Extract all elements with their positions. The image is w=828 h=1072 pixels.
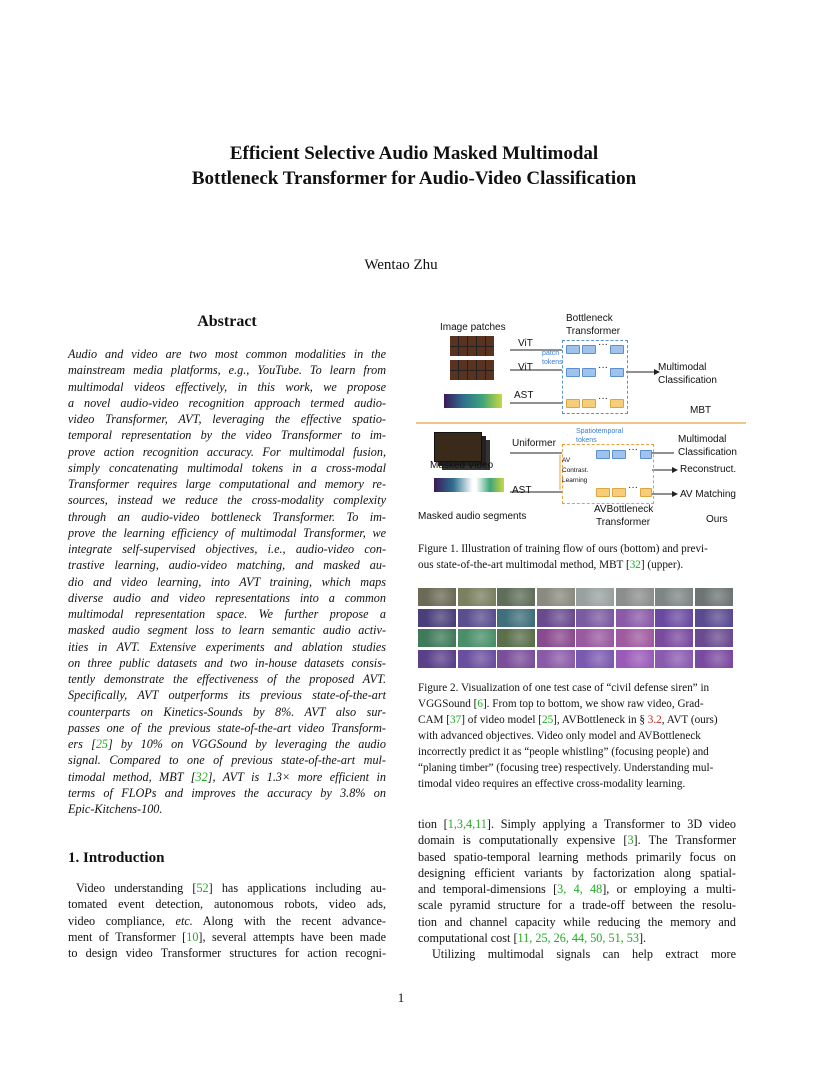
visualization-frame [497, 588, 535, 606]
visualization-frame [418, 650, 456, 668]
visualization-frame [695, 650, 733, 668]
label-patch: patch [542, 350, 560, 357]
label-vit: ViT [518, 338, 533, 349]
caption-line: Figure 2. Visualization of one test case of “civil defense siren” in [418, 682, 710, 694]
visualization-frame [537, 609, 575, 627]
figure-1 [416, 310, 746, 534]
visualization-frame [537, 650, 575, 668]
visualization-frame [695, 609, 733, 627]
abstract-line: ers [25] by 10% on VGGSound by leveraging the audio [68, 737, 387, 751]
label-st-tokens: tokens [576, 437, 597, 444]
citation-link[interactable]: 32 [629, 559, 641, 571]
label-multimodal: Multimodal [678, 434, 727, 445]
label-ast: AST [514, 390, 534, 401]
abstract-line: masked audio segment loss to learn semantic audio activ- [68, 623, 386, 638]
abstract-line: simply concatenating multimodal tokens in a cross-modal [68, 460, 386, 475]
label-uniformer: Uniformer [512, 438, 556, 449]
visualization-frame [695, 629, 733, 647]
label-av: AV [562, 457, 571, 464]
spectrogram-image [444, 394, 502, 408]
visualization-frame [418, 629, 456, 647]
visualization-frame [537, 629, 575, 647]
label-classification: Classification [658, 375, 717, 386]
abstract-line: a novel audio-video recognition approach termed audio- [68, 395, 386, 410]
token-block [582, 399, 596, 408]
visualization-frame [576, 609, 614, 627]
body-line: tion and channel capacity while reducing the memory and [418, 914, 736, 929]
visualization-frame [497, 650, 535, 668]
label-reconstruct: Reconstruct. [680, 464, 737, 475]
abstract-line: video Transformer, AVT, leveraging the effective spatio- [68, 412, 386, 426]
token-block [566, 345, 580, 354]
body-line: computational cost [11, 25, 26, 44, 50, 51, 53]. [418, 930, 647, 945]
ellipsis: ··· [598, 393, 608, 404]
token-block [582, 368, 596, 377]
label-avb-transformer: Transformer [596, 517, 651, 528]
token-block [596, 450, 610, 459]
token-block [610, 399, 624, 408]
citation-link[interactable]: 37 [450, 714, 462, 726]
visualization-frame [616, 629, 654, 647]
visualization-frame [537, 588, 575, 606]
token-block [582, 345, 596, 354]
abstract-line: Audio and video are two most common modalities in the [68, 347, 386, 361]
intro-line: tomated event detection, autonomous robots, video ads, [68, 897, 386, 912]
token-block [566, 399, 580, 408]
label-tokens: tokens [542, 359, 563, 366]
abstract-line: prove action recognition accuracy. For multimodal fusion, [68, 444, 386, 459]
visualization-frame [497, 629, 535, 647]
label-spatiotemporal: Spatiotemporal [576, 428, 624, 435]
title-line: Bottleneck Transformer for Audio-Video Classification [191, 168, 637, 189]
body-line: Utilizing multimodal signals can help extract more [432, 947, 736, 961]
caption-line: incorrectly predict it as “people whistling” (focusing people) and [418, 746, 709, 758]
abstract-line: Epic-Kitchens-100. [68, 802, 163, 816]
abstract-line: prove the learning efficiency of multimodal Transformer, we [68, 525, 386, 540]
abstract-line: integrate self-supervised objectives, i.e., audio-video con- [68, 542, 386, 556]
label-mbt: MBT [690, 405, 712, 416]
visualization-frame [576, 629, 614, 647]
abstract-line: Specifically, AVT outperforms its previous state-of-the-art [68, 688, 386, 703]
label-contrast: Contrast. [562, 467, 589, 474]
abstract-heading: Abstract [197, 313, 257, 330]
citation-link[interactable]: 11, 25, 26, 44, 50, 51, 53 [517, 930, 639, 945]
page-number: 1 [397, 990, 405, 1005]
abstract-line: sources, instead we reduce the cross-modality complexity [68, 493, 386, 508]
citation-link[interactable]: 32 [195, 769, 208, 784]
abstract-line: dio and video learning, into AVT training, which maps [68, 574, 386, 589]
label-bottleneck: Bottleneck [566, 313, 613, 324]
body-line: based spatio-temporal learning methods primarily focus on [418, 849, 736, 864]
abstract-line: terms of FLOPs and improves the accuracy by 3.8% on [68, 785, 386, 800]
label-learning: Learning [562, 477, 588, 484]
abstract-line: Transformer requires large computational and memory re- [68, 477, 386, 491]
visualization-frame [418, 588, 456, 606]
image-patches-grid [450, 336, 494, 356]
visualization-frame [576, 588, 614, 606]
masked-spectrogram [434, 478, 504, 492]
citation-link[interactable]: 52 [196, 881, 209, 895]
body-line: domain is computationally expensive [3]. The Transformer [418, 833, 736, 848]
label-masked-video: Masked Video [430, 460, 494, 471]
visualization-frame [458, 609, 496, 627]
visualization-frame [576, 650, 614, 668]
caption-line: Figure 1. Illustration of training flow of ours (bottom) and previ- [418, 543, 708, 555]
citation-link[interactable]: 25 [541, 714, 554, 726]
paper-title [0, 141, 828, 191]
abstract-line: timodal method, MBT [32], AVT is 1.3× more efficient in [68, 769, 386, 784]
right-column-body [418, 816, 736, 962]
section-heading: 1. Introduction [68, 850, 165, 866]
abstract-line: multimodal videos effectively, in this work, we propose [68, 379, 386, 394]
label-ours: Ours [706, 514, 728, 525]
caption-line: with advanced objectives. Video only model and AVBottleneck [418, 730, 701, 742]
token-block [566, 368, 580, 377]
token-block [596, 488, 610, 497]
caption-line: timodal video requires an effective cross-modality learning. [418, 778, 686, 790]
visualization-frame [616, 650, 654, 668]
abstract-line: diverse audio and video representations into a common [68, 590, 386, 605]
label-masked-audio: Masked audio segments [418, 511, 527, 522]
masked-video-frames [434, 432, 482, 462]
body-line: and temporal-dimensions [3, 4, 48], or employing a multi- [418, 882, 736, 896]
label-av-matching: AV Matching [680, 489, 736, 500]
label-image-patches: Image patches [440, 322, 506, 333]
citation-link[interactable]: 3 [627, 833, 634, 848]
ellipsis: ··· [628, 444, 638, 455]
abstract-line: passes one of the previous state-of-the-art video Transform- [68, 720, 386, 735]
caption-line: ous state-of-the-art multimodal method, MBT [32] (upper). [418, 559, 684, 571]
abstract-line: temporal representation by the video Transformer to im- [68, 428, 386, 443]
label-multimodal: Multimodal [658, 362, 707, 373]
figure-2 [418, 588, 736, 670]
token-block [640, 488, 652, 497]
abstract-line: counterparts on Kinetics-Sounds by 8%. AVT also sur- [68, 704, 386, 719]
label-avbottleneck: AVBottleneck [594, 504, 654, 515]
image-patches-grid [450, 360, 494, 380]
visualization-frame [497, 609, 535, 627]
abstract-line: through an audio-video bottleneck Transformer. To im- [68, 509, 386, 524]
caption-line: “planing timber” (focusing tree) respectively. Understanding mul- [418, 762, 714, 774]
abstract-line: signal. Compared to one of previous state-of-the-art mul- [68, 753, 386, 768]
visualization-frame [655, 609, 693, 627]
figure-1-caption [418, 541, 738, 573]
caption-line: CAM [37] of video model [25], AVBottleneck in § 3.2, AVT (ours) [418, 714, 718, 726]
abstract-line: ities in AVT. Extensive experiments and ablation studies [68, 639, 386, 654]
visualization-frame [458, 629, 496, 647]
intro-line: video compliance, etc. Along with the recent advance- [68, 913, 386, 928]
citation-link[interactable]: 25 [95, 737, 109, 751]
body-line: tion [1,3,4,11]. Simply applying a Transformer to 3D video [418, 817, 736, 831]
visualization-frame [655, 650, 693, 668]
visualization-frame [655, 629, 693, 647]
author: Wentao Zhu [364, 257, 438, 273]
caption-line: VGGSound [6]. From top to bottom, we show raw video, Grad- [418, 698, 704, 710]
token-block [612, 450, 626, 459]
token-block [610, 345, 624, 354]
label-ast: AST [512, 485, 532, 496]
token-block [612, 488, 626, 497]
citation-link[interactable]: 10 [186, 929, 199, 944]
body-line: designing efficient variants by factorization along spatial- [418, 865, 736, 880]
abstract-line: trastive learning, audio-video matching, and masked au- [68, 558, 386, 573]
citation-link[interactable]: 3, 4, 48 [557, 882, 603, 896]
ellipsis: ··· [598, 362, 608, 373]
visualization-frame [616, 588, 654, 606]
visualization-frame [616, 609, 654, 627]
label-transformer: Transformer [566, 326, 621, 337]
visualization-frame [655, 588, 693, 606]
ellipsis: ··· [628, 482, 638, 493]
visualization-frame [458, 588, 496, 606]
visualization-frame [458, 650, 496, 668]
abstract-line: on three public datasets and two in-house datasets consis- [68, 655, 386, 670]
citation-link[interactable]: 1,3,4,11 [447, 817, 487, 831]
abstract-line: tently demonstrate the effectiveness of the proposed AVT. [68, 672, 386, 686]
token-block [610, 368, 624, 377]
token-block [640, 450, 652, 459]
title-line: Efficient Selective Audio Masked Multimodal [229, 143, 599, 164]
label-classification: Classification [678, 447, 737, 458]
label-vit: ViT [518, 362, 533, 373]
intro-line: Video understanding [52] has applications including au- [76, 881, 386, 895]
visualization-frame [695, 588, 733, 606]
section-link[interactable]: 3.2 [647, 714, 662, 726]
abstract-body [68, 346, 386, 817]
ellipsis: ··· [598, 339, 608, 350]
intro-line: ment of Transformer [10], several attempts have been made [68, 929, 386, 944]
intro-body [68, 880, 386, 961]
citation-link[interactable]: 6 [477, 698, 483, 710]
intro-line: to design video Transformer structures for action recogni- [68, 946, 386, 960]
abstract-line: mainstream media platforms, e.g., YouTube. To learn from [68, 363, 386, 378]
figure-2-caption [418, 680, 738, 792]
abstract-line: multimodal representation space. We further propose a [68, 607, 386, 621]
visualization-frame [418, 609, 456, 627]
body-line: scale pyramid structure for a trade-off between the resolu- [418, 898, 736, 913]
